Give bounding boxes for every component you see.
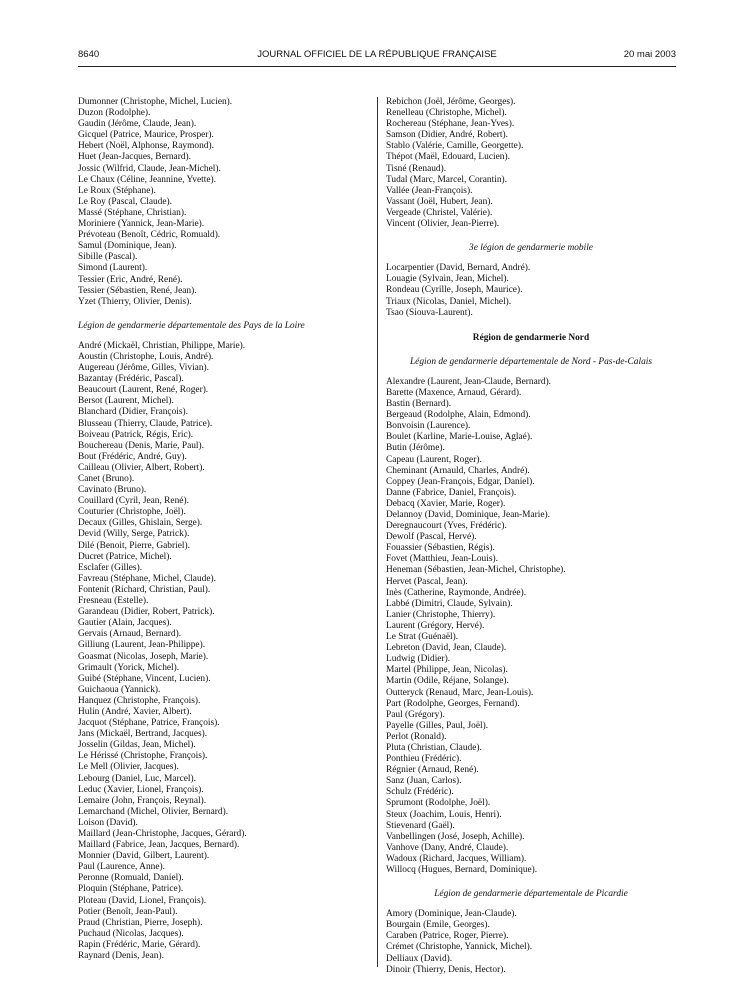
list-item: Boiveau (Patrick, Régis, Eric). — [78, 429, 194, 440]
list-item: Blusseau (Thierry, Claude, Patrice). — [78, 418, 213, 429]
list-item: Maillard (Fabrice, Jean, Jacques, Bernard). — [78, 840, 240, 851]
list-item: Cavinato (Bruno). — [78, 485, 147, 496]
journal-title: JOURNAL OFFICIEL DE LA RÉPUBLIQUE FRANÇAISE — [257, 49, 497, 60]
list-item: Hebert (Noël, Alphonse, Raymond). — [78, 141, 214, 152]
list-item: Fouassier (Sébastien, Régis). — [386, 543, 495, 554]
list-item: Maillard (Jean-Christophe, Jacques, Gérard). — [78, 829, 247, 839]
list-item: Jacquot (Stéphane, Patrice, François). — [78, 718, 220, 729]
list-item: Bergeaud (Rodolphe, Alain, Edmond). — [386, 410, 531, 421]
list-item: Guibé (Stéphane, Vincent, Lucien). — [78, 673, 211, 684]
list-item: Vergeade (Christel, Valérie). — [386, 207, 493, 218]
list-item: Vallée (Jean-François). — [386, 185, 473, 196]
list-item: Le Strat (Guénaël). — [386, 632, 459, 643]
list-item: Blanchard (Didier, François). — [78, 407, 189, 418]
list-item: Vanbellingen (José, Joseph, Achille). — [386, 831, 525, 842]
list-item: Yzet (Thierry, Olivier, Denis). — [78, 296, 192, 307]
list-item: Rondeau (Cyrille, Joseph, Maurice). — [386, 285, 523, 296]
list-item: Favreau (Stéphane, Michel, Claude). — [78, 573, 216, 584]
list-item: Inès (Catherine, Raymonde, Andrée). — [386, 587, 527, 598]
list-item: Pluta (Christian, Claude). — [386, 742, 482, 753]
list-item: Vanhove (Dany, André, Claude). — [386, 842, 509, 853]
list-item: Cailleau (Olivier, Albert, Robert). — [78, 462, 205, 473]
list-item: Hanquez (Christophe, François). — [78, 695, 201, 706]
list-item: Martel (Philippe, Jean, Nicolas). — [386, 665, 508, 676]
list-item: Butin (Jérôme). — [386, 443, 445, 454]
list-item: Prévoteau (Benoît, Cédric, Romuald). — [78, 230, 221, 241]
list-item: Vassant (Joël, Hubert, Jean). — [386, 196, 493, 207]
list-item: Rochereau (Stéphane, Jean-Yves). — [386, 119, 515, 130]
list-item: Crémet (Christophe, Yannick, Michel). — [386, 942, 533, 953]
list-item: Bout (Frédéric, André, Guy). — [78, 451, 187, 462]
list-item: Part (Rodolphe, Georges, Fernand). — [386, 698, 520, 709]
list-item: Paul (Grégory). — [386, 709, 445, 720]
list-item: Le Roy (Pascal, Claude). — [78, 196, 172, 207]
list-item: Sanz (Juan, Carlos). — [386, 776, 462, 787]
list-item: Sprumont (Rodolphe, Joël). — [386, 798, 491, 809]
list-item: Aoustin (Christophe, Louis, André). — [78, 351, 214, 362]
list-item: Beaucourt (Laurent, René, Roger). — [78, 385, 209, 396]
list-item: Renelleau (Christophe, Michel). — [386, 108, 507, 119]
list-item: Hulin (André, Xavier, Albert). — [78, 706, 192, 717]
list-item: Jans (Mickaël, Bertrand, Jacques). — [78, 729, 208, 740]
list-item: Steux (Joachim, Louis, Henri). — [386, 809, 502, 820]
list-item: Fovet (Matthieu, Jean-Louis). — [386, 554, 498, 565]
list-item: Laurent (Grégory, Hervé). — [386, 620, 485, 631]
list-item: Bouchereau (Denis, Marie, Paul). — [78, 440, 204, 451]
list-item: Ducret (Patrice, Michel). — [78, 551, 172, 562]
list-item: Fontenit (Richard, Christian, Paul). — [78, 584, 211, 595]
list-item: Gaudin (Jérôme, Claude, Jean). — [78, 119, 197, 130]
column-divider — [377, 97, 378, 967]
list-item: Ponthieu (Frédéric). — [386, 754, 462, 765]
list-item: Ludwig (Didier). — [386, 654, 451, 665]
list-item: Bersot (Laurent, Michel). — [78, 396, 174, 407]
list-item: Le Hérissé (Christophe, François). — [78, 751, 208, 762]
list-item: Raynard (Denis, Jean). — [78, 951, 164, 962]
publication-date: 20 mai 2003 — [623, 49, 676, 60]
list-item: Le Roux (Stéphane). — [78, 185, 156, 196]
list-item: Couturier (Christophe, Joël). — [78, 507, 186, 518]
list-item: Potier (Benoît, Jean-Paul). — [78, 906, 178, 917]
list-item: Rapin (Frédéric, Marie, Gérard). — [78, 939, 201, 950]
list-item: Dinoir (Thierry, Denis, Hector). — [386, 964, 506, 975]
list-item: Rebichon (Joël, Jérôme, Georges). — [386, 97, 516, 107]
list-item: Coppey (Jean-François, Edgar, Daniel). — [386, 476, 535, 487]
list-item: Jossic (Wilfrid, Claude, Jean-Michel). — [78, 163, 221, 174]
list-item: Bourgain (Emile, Georges). — [386, 920, 490, 931]
list-item: Schulz (Frédéric). — [386, 787, 454, 798]
list-item: Heneman (Sébastien, Jean-Michel, Christophe). — [386, 565, 566, 576]
list-item: Caraben (Patrice, Roger, Pierre). — [386, 931, 509, 942]
list-item: Payelle (Gilles, Paul, Joël). — [386, 720, 489, 731]
list-item: Le Mell (Olivier, Jacques). — [78, 762, 179, 773]
list-item: Sibille (Pascal). — [78, 252, 138, 263]
list-item: Bonvoisin (Laurence). — [386, 421, 471, 432]
list-item: Wadoux (Richard, Jacques, William). — [386, 853, 527, 864]
list-item: Stablo (Valérie, Camille, Georgette). — [386, 141, 524, 152]
list-item: Ploteau (David, Lionel, François). — [78, 895, 207, 906]
list-item: Labbé (Dimitri, Claude, Sylvain). — [386, 598, 513, 609]
list-item: Huet (Jean-Jacques, Bernard). — [78, 152, 191, 163]
list-item: Praud (Christian, Pierre, Joseph). — [78, 917, 203, 928]
list-item: Vincent (Olivier, Jean-Pierre). — [386, 219, 500, 230]
list-item: Gautier (Alain, Jacques). — [78, 618, 172, 629]
list-item: Lanier (Christophe, Thierry). — [386, 609, 496, 620]
list-item: Capeau (Laurent, Roger). — [386, 454, 482, 465]
list-item: Puchaud (Nicolas, Jacques). — [78, 928, 184, 939]
list-item: Louagie (Sylvain, Jean, Michel). — [386, 274, 509, 285]
list-item: Debacq (Xavier, Marie, Roger). — [386, 498, 506, 509]
list-item: Guichaoua (Yannick). — [78, 684, 161, 695]
list-item: Gilliung (Laurent, Jean-Philippe). — [78, 640, 206, 651]
list-item: Paul (Laurence, Anne). — [78, 862, 165, 873]
list-item: Deregnaucourt (Yves, Frédéric). — [386, 521, 507, 532]
list-item: Perlot (Ronald). — [386, 731, 447, 742]
list-item: Locarpentier (David, Bernard, André). — [386, 263, 531, 274]
list-item: Moriniere (Yannick, Jean-Marie). — [78, 219, 205, 230]
list-item: Couillard (Cyril, Jean, René). — [78, 496, 189, 507]
list-item: Delannoy (David, Dominique, Jean-Marie). — [386, 510, 551, 520]
list-item: Massé (Stéphane, Christian). — [78, 207, 187, 218]
list-item: Gicquel (Patrice, Maurice, Prosper). — [78, 130, 214, 141]
list-item: Peronne (Romuald, Daniel). — [78, 873, 184, 884]
region-heading: Région de gendarmerie Nord — [472, 332, 590, 343]
list-item: Esclafer (Gilles). — [78, 562, 143, 573]
list-item: André (Mickaël, Christian, Philippe, Marie). — [78, 340, 246, 351]
list-item: Samul (Dominique, Jean). — [78, 241, 177, 252]
list-item: Régnier (Arnaud, René). — [386, 765, 479, 776]
list-item: Tisné (Renaud). — [386, 163, 447, 174]
list-item: Duzon (Rodolphe). — [78, 108, 151, 119]
list-item: Augereau (Jérôme, Gilles, Vivian). — [78, 363, 209, 374]
list-item: Dilé (Benoit, Pierre, Gabriel). — [78, 540, 190, 551]
list-item: Tsao (Siouva-Laurent). — [386, 307, 473, 318]
list-item: Delliaux (David). — [386, 953, 453, 964]
list-item: Bazantay (Frédéric, Pascal). — [78, 374, 184, 385]
list-item: Canet (Bruno). — [78, 474, 135, 484]
list-item: Dewolf (Pascal, Hervé). — [386, 532, 477, 543]
list-item: Willocq (Hugues, Bernard, Dominique). — [386, 865, 538, 875]
list-item: Tudal (Marc, Marcel, Corantin). — [386, 174, 507, 185]
list-item: Ploquin (Stéphane, Patrice). — [78, 884, 184, 895]
list-item: Gervais (Arnaud, Bernard). — [78, 629, 182, 640]
list-item: Devid (Willy, Serge, Patrick). — [78, 529, 190, 540]
list-item: Outteryck (Renaud, Marc, Jean-Louis). — [386, 687, 534, 698]
list-item: Amory (Dominique, Jean-Claude). — [386, 909, 517, 920]
list-item: Boulet (Karline, Marie-Louise, Aglaé). — [386, 432, 533, 443]
list-item: Lemaire (John, François, Reynal). — [78, 795, 207, 806]
list-item: Lebreton (David, Jean, Claude). — [386, 643, 507, 654]
list-item: Lebourg (Daniel, Luc, Marcel). — [78, 773, 197, 784]
section-heading: 3e légion de gendarmerie mobile — [469, 243, 593, 254]
list-item: Leduc (Xavier, Lionel, François). — [78, 784, 204, 795]
list-item: Fresneau (Estelle). — [78, 596, 149, 607]
list-item: Dumonner (Christophe, Michel, Lucien). — [78, 97, 233, 107]
list-item: Hervet (Pascal, Jean). — [386, 576, 468, 587]
list-item: Alexandre (Laurent, Jean-Claude, Bernard). — [386, 376, 552, 387]
list-item: Le Chaux (Céline, Jeannine, Yvette). — [78, 174, 216, 185]
list-item: Simond (Laurent). — [78, 263, 148, 274]
page-header — [78, 49, 676, 63]
list-item: Garandeau (Didier, Robert, Patrick). — [78, 607, 215, 618]
list-item: Decaux (Gilles, Ghislain, Serge). — [78, 518, 203, 529]
list-item: Grimault (Yorick, Michel). — [78, 662, 180, 673]
list-item: Cheminant (Arnauld, Charles, André). — [386, 465, 530, 476]
list-item: Josselin (Gildas, Jean, Michel). — [78, 740, 196, 751]
list-item: Loison (David). — [78, 817, 138, 828]
list-item: Triaux (Nicolas, Daniel, Michel). — [386, 296, 512, 307]
section-heading: Légion de gendarmerie départementale de Nord - Pas-de-Calais — [409, 356, 653, 367]
list-item: Goasmat (Nicolas, Joseph, Marie). — [78, 651, 209, 662]
list-item: Tessier (Sébastien, René, Jean). — [78, 285, 197, 296]
right-column — [386, 97, 676, 976]
list-item: Tessier (Eric, André, René). — [78, 274, 183, 285]
list-item: Stievenard (Gaël). — [386, 820, 455, 831]
list-item: Bastin (Bernard). — [386, 399, 452, 410]
header-rule — [78, 66, 676, 67]
list-item: Monnier (David, Gilbert, Laurent). — [78, 851, 210, 862]
page-number: 8640 — [78, 49, 100, 60]
list-item: Barette (Maxence, Arnaud, Gérard). — [386, 387, 522, 398]
section-heading: Légion de gendarmerie départementale de Picardie — [434, 889, 628, 900]
list-item: Lemarchand (Michel, Olivier, Bernard). — [78, 806, 229, 817]
list-item: Martin (Odile, Réjane, Solange). — [386, 676, 509, 687]
list-item: Danne (Fabrice, Daniel, François). — [386, 487, 517, 498]
list-item: Thépot (Maël, Edouard, Lucien). — [386, 152, 510, 163]
left-column — [78, 97, 368, 962]
list-item: Samson (Didier, André, Robert). — [386, 130, 508, 141]
section-heading: Légion de gendarmerie départementale des Pays de la Loire — [78, 320, 305, 331]
